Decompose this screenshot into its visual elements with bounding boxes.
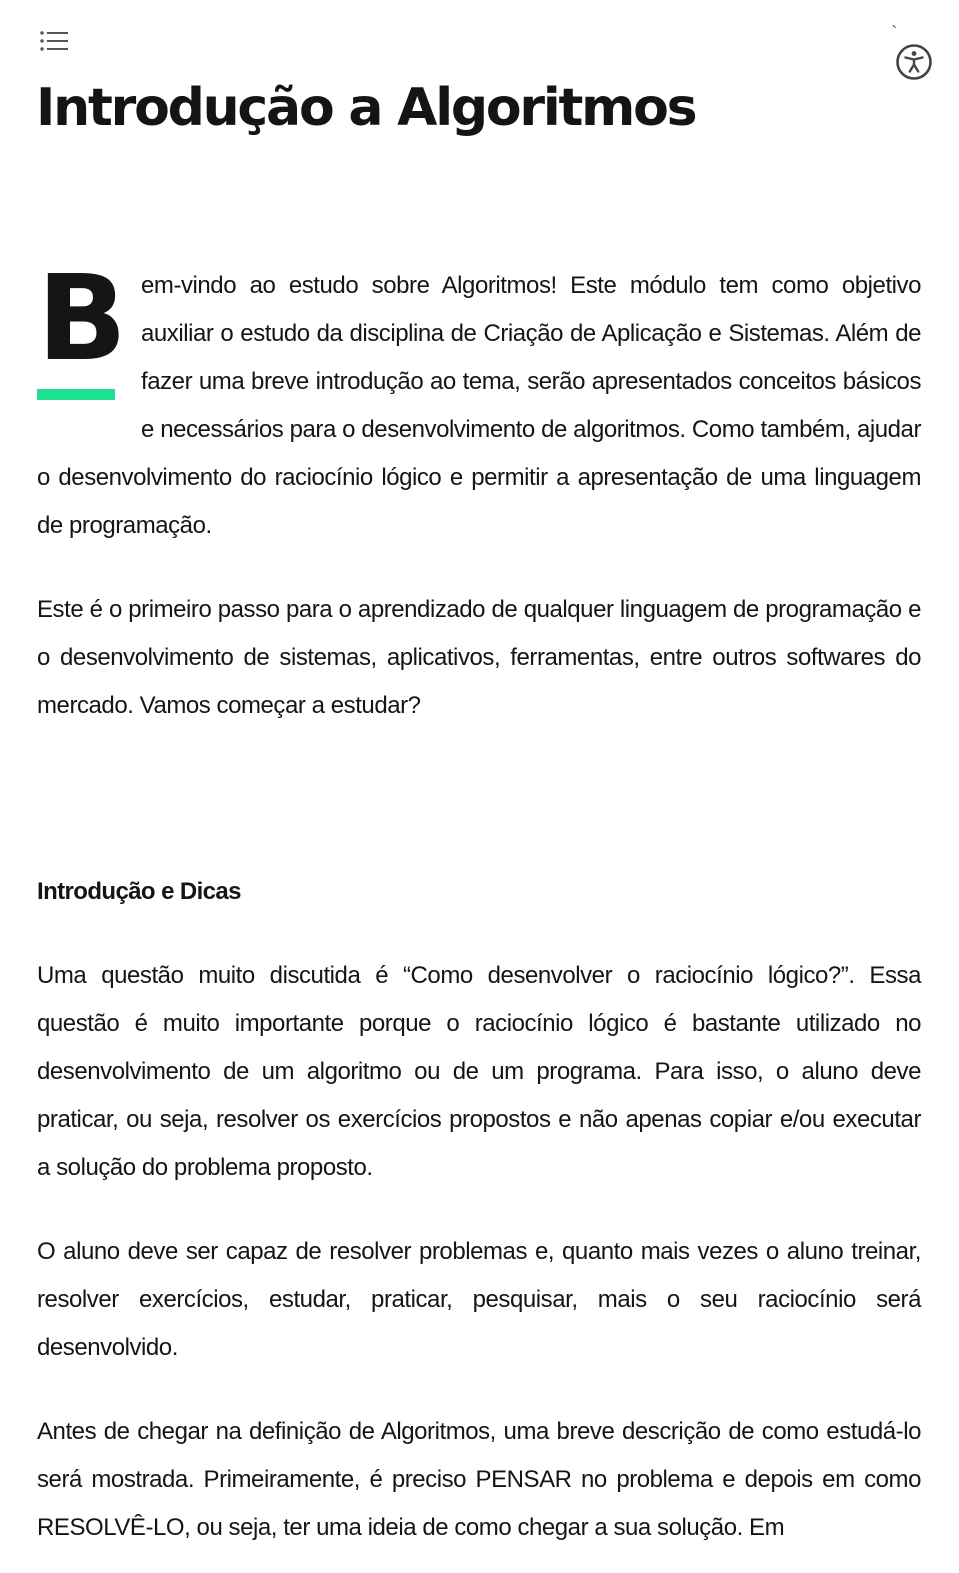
paragraph-first-step: Este é o primeiro passo para o aprendizado de qualquer linguagem de programação e o desenvolvimento de sistemas, aplicativos, ferramentas, entre outros softwares do mercado. Vamos começar a estudar? [37,596,921,719]
drop-cap-accent-bar [37,389,115,400]
section-heading: Introdução e Dicas [37,878,241,905]
drop-cap-letter: B [37,249,127,387]
intro-paragraph [37,249,921,550]
table-of-contents-button[interactable] [38,28,70,56]
paragraph-logical-reasoning: Uma questão muito discutida é “Como desenvolver o raciocínio lógico?”. Essa questão é muito importante porque o raciocínio lógico é bastante utilizado no desenvolvimento de um algoritmo ou de um programa. Para isso, o aluno deve praticar, ou seja, resolver os exercícios propostos e não apenas copiar e/ou executar a solução do problema proposto. [37,962,921,1181]
list-icon [38,28,70,56]
paragraph-algorithm-definition: Antes de chegar na definição de Algoritmos, uma breve descrição de como estudá-lo será mostrada. Primeiramente, é preciso PENSAR no problema e depois em como RESOLVÊ-LO, ou seja, ter uma ideia de como chegar a sua solução. Em [37,1418,921,1541]
accessibility-button[interactable] [895,43,933,81]
paragraph-practice: O aluno deve ser capaz de resolver problemas e, quanto mais vezes o aluno treinar, resolver exercícios, estudar, praticar, pesquisar, mais o seu raciocínio será desenvolvido. [37,1238,921,1361]
page-title: Introdução a Algoritmos [36,78,696,138]
intro-text: em-vindo ao estudo sobre Algoritmos! Este módulo tem como objetivo auxiliar o estudo da disciplina de Criação de Aplicação e Sistemas. Além de fazer uma breve introdução ao tema, serão apresentados conceitos básicos e necessários para o desenvolvimento de algoritmos. Como também, ajudar o desenvolvimento do raciocínio lógico e permitir a apresentação de uma linguagem de programação. [37,272,921,539]
accessibility-icon [895,43,933,81]
drop-cap [37,249,137,454]
article-body [37,249,921,1552]
tick-mark: ` [891,23,899,42]
